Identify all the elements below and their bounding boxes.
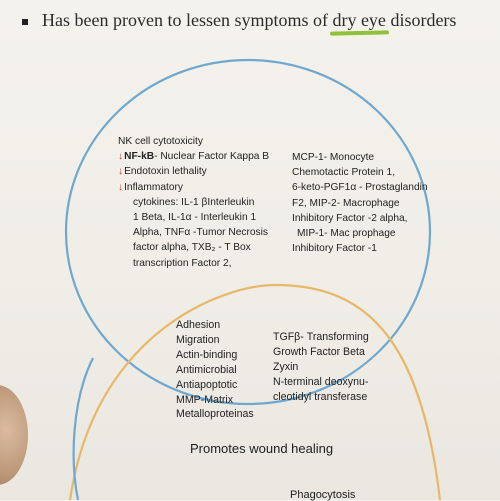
overlap-right-list: [273, 330, 369, 405]
right-line-1: MCP-1- Monocyte: [292, 152, 375, 163]
highlight-text: dry eye: [332, 10, 386, 30]
bottom-circle: [70, 285, 440, 500]
overlap-left-item: Adhesion: [176, 319, 221, 331]
down-arrow-icon: ↓: [118, 166, 124, 178]
inflammatory-text: Inflammatory: [124, 181, 183, 193]
nfkb-term: NF-kB: [124, 151, 155, 163]
left-line-4: [118, 180, 269, 195]
phagocytosis-label: Phagocytosis: [290, 489, 356, 501]
endotoxin-text: Endotoxin lethality: [124, 166, 207, 178]
left-line-9: transcription Factor 2,: [133, 257, 232, 269]
left-factors-block: [118, 134, 269, 271]
down-arrow-icon: ↓: [118, 151, 124, 163]
bottom-circle-blue-arc: [74, 358, 93, 500]
right-factors-block: [292, 150, 428, 256]
right-line-7: Inhibitory Factor -1: [292, 243, 377, 255]
overlap-left-item: Actin-binding: [176, 348, 238, 361]
heading-text-after: disorders: [385, 10, 457, 30]
left-line-5: cytokines: IL-1 βInterleukin: [133, 196, 255, 208]
nfkb-description: - Nuclear Factor Kappa B: [154, 151, 270, 163]
right-line-2: Chemotactic Protein 1,: [292, 167, 396, 179]
overlap-left-list: [176, 318, 254, 422]
heading-text-before: Has been proven to lessen symptoms of: [42, 10, 333, 30]
overlap-right-item: TGFβ- Transforming: [273, 331, 369, 343]
left-line-2: [118, 149, 269, 164]
overlap-right-item: cleotidyl transferase: [273, 390, 368, 403]
overlap-left-item: Metalloproteinas: [176, 408, 254, 421]
wound-healing-label: Promotes wound healing: [190, 441, 334, 456]
overlap-left-item: Antiapoptotic: [176, 378, 238, 391]
overlap-left-item: Antimicrobial: [176, 363, 237, 376]
overlap-left-item: MMP-Matrix: [176, 393, 234, 406]
overlap-right-item: N-terminal deoxynu-: [273, 375, 369, 388]
right-line-3: 6-keto-PGF1α - Prostaglandin: [292, 182, 428, 194]
right-line-6: MIP-1- Mac prophage: [297, 228, 396, 240]
right-line-5: Inhibitory Factor -2 alpha,: [292, 212, 408, 224]
overlap-right-item: Zyxin: [273, 360, 299, 373]
left-line-8: factor alpha, TXB₂ - T Box: [133, 242, 251, 254]
overlap-left-item: Migration: [176, 333, 220, 346]
down-arrow-icon: ↓: [118, 181, 124, 193]
left-line-3: [118, 164, 269, 179]
left-line-6: 1 Beta, IL-1α - Interleukin 1: [133, 212, 257, 224]
left-line-7: Alpha, TNFα -Tumor Necrosis: [133, 227, 268, 239]
left-line-1: NK cell cytotoxicity: [118, 136, 203, 147]
right-line-4: F2, MIP-2- Macrophage: [292, 197, 400, 209]
overlap-right-item: Growth Factor Beta: [273, 345, 365, 358]
